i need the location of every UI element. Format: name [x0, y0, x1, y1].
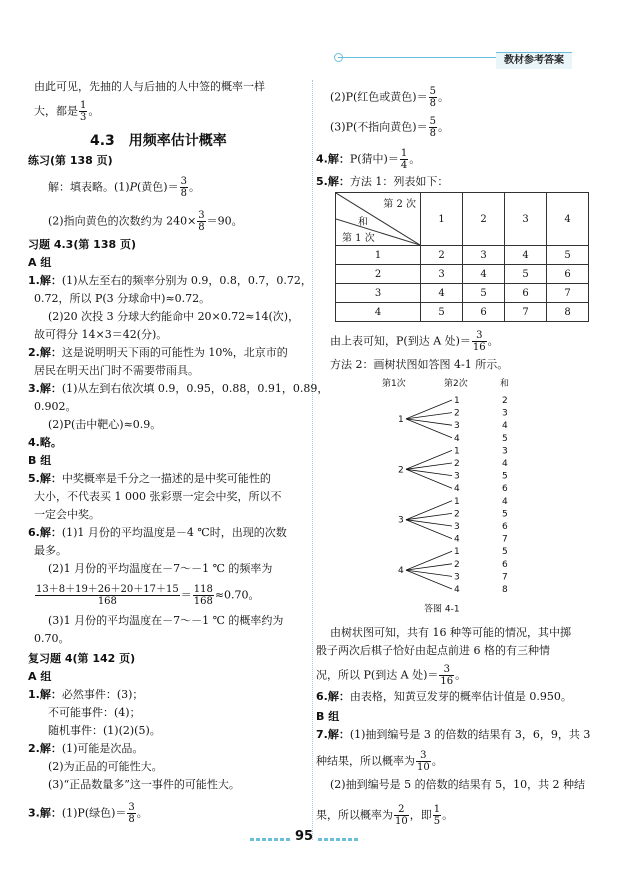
tree-node-second: 3	[454, 471, 460, 482]
tree-diagram	[360, 376, 560, 616]
text: ，即	[409, 808, 432, 822]
text: 。	[442, 808, 454, 822]
answer-label: 3.解：	[28, 382, 62, 395]
fraction	[193, 584, 214, 607]
answer-label: 7.解：	[316, 728, 350, 741]
numerator: 3	[128, 802, 135, 813]
text-line	[28, 346, 288, 360]
fraction	[400, 148, 408, 171]
answer-label: 6.解：	[316, 690, 350, 703]
table-cell: 3	[421, 265, 463, 284]
denominator: 4	[400, 160, 408, 171]
text: 。	[455, 668, 467, 682]
table-col-header: 1	[421, 193, 463, 246]
text: 。	[437, 120, 449, 134]
text-line: 由树状图可知，共有 16 种等可能的情况，其中掷	[330, 626, 571, 639]
subsection-heading: 习题 4.3(第 138 页)	[28, 238, 136, 251]
fraction	[35, 584, 180, 607]
numerator: 3	[439, 664, 454, 676]
tree-node-sum: 3	[502, 446, 508, 457]
tree-node-second: 1	[454, 396, 460, 406]
tree-node-second: 4	[454, 534, 460, 545]
tree-node-second: 1	[454, 446, 460, 457]
tree-node-first: 3	[398, 515, 404, 526]
tree-node-second: 1	[454, 496, 460, 507]
tree-node-second: 4	[454, 433, 460, 444]
tree-header-sum: 和	[500, 379, 510, 389]
tree-node-sum: 5	[502, 547, 508, 558]
text: 。	[88, 104, 100, 118]
text: P(猜中)＝	[349, 152, 399, 166]
table-row-header: 3	[336, 284, 421, 303]
table-cell: 6	[547, 265, 589, 284]
tree-node-first: 4	[398, 566, 404, 577]
text-line	[330, 116, 449, 139]
tree-node-second: 2	[454, 509, 460, 520]
table-cell: 3	[463, 246, 505, 265]
text-line	[316, 148, 420, 171]
denominator: 168	[193, 596, 213, 607]
text-line	[316, 728, 590, 742]
text-line: 0.70。	[34, 632, 70, 645]
numerator: 3	[180, 176, 187, 187]
text: (1)从左至右的频率分别为 0.9，0.8，0.7，0.72，	[61, 274, 312, 287]
tree-node-second: 3	[454, 522, 460, 532]
answer-label: 1.解：	[28, 274, 62, 287]
tree-node-sum: 5	[502, 509, 508, 520]
table-row	[336, 265, 589, 284]
text: 解：填表略。(1)	[48, 180, 130, 194]
answer-label: 3.解：	[28, 806, 62, 820]
fraction	[433, 804, 441, 827]
denominator: 8	[180, 188, 187, 199]
text-line: 骰子两次后棋子恰好由起点前进 6 格的有三种情	[316, 644, 550, 657]
text-line	[28, 274, 312, 288]
tree-header-first: 第1次	[382, 379, 406, 389]
table-cell: 8	[547, 303, 589, 322]
answer-label: 2.解：	[28, 742, 62, 755]
table-col-header: 3	[505, 193, 547, 246]
numerator: 2	[394, 804, 409, 816]
table-row-header: 4	[336, 303, 421, 322]
tree-node-sum: 7	[502, 534, 508, 545]
table-row-header: 1	[336, 246, 421, 265]
numerator: 3	[198, 210, 205, 221]
tree-node-second: 3	[454, 572, 460, 583]
text: ≈0.70。	[214, 588, 260, 602]
text-line: 大小，不代表买 1 000 张彩票一定会中奖，所以不	[34, 490, 282, 503]
answer-label: 5.解：	[28, 472, 62, 485]
tree-node-sum: 4	[502, 496, 508, 507]
text: ＝	[180, 588, 192, 602]
text: 种结果，所以概率为	[316, 754, 415, 768]
table-cell: 4	[421, 284, 463, 303]
fraction	[429, 116, 437, 139]
corner-label-bot: 第 1 次	[342, 233, 375, 244]
numerator: 5	[429, 116, 436, 127]
tree-node-sum: 4	[502, 421, 508, 432]
text: (2)P(红色或黄色)＝	[330, 90, 428, 104]
tree-node-sum: 6	[502, 559, 508, 570]
tree-node-sum: 5	[502, 471, 508, 482]
fraction	[127, 802, 135, 825]
text: 这是说明明天下雨的可能性为 10%，北京市的	[61, 346, 288, 359]
numerator: 1	[80, 100, 87, 111]
text: (1)1 月份的平均温度是－4 ℃时，出现的次数	[61, 526, 287, 539]
text-line	[34, 584, 260, 607]
table-cell: 7	[547, 284, 589, 303]
table-row	[336, 303, 589, 322]
fraction	[439, 664, 454, 687]
tree-node-second: 1	[454, 547, 460, 558]
text: (2)指向黄色的次数约为 240×	[48, 214, 197, 228]
tree-node-second: 2	[454, 408, 460, 419]
tree-caption: 答图 4-1	[424, 604, 460, 615]
text-line	[28, 382, 328, 396]
answer-label: 6.解：	[28, 526, 62, 539]
tree-node-sum: 3	[502, 408, 508, 419]
column-divider	[312, 80, 314, 840]
text-line: 居民在明天出门时不需要带雨具。	[34, 364, 199, 377]
tree-node-first: 2	[398, 465, 404, 476]
numerator: 3	[472, 330, 487, 342]
footer-dash-right	[318, 838, 358, 841]
text: 果，所以概率为	[316, 808, 393, 822]
text: 。	[409, 152, 421, 166]
denominator: 8	[429, 128, 436, 139]
text-line: 0.902。	[34, 400, 77, 413]
text: 况，所以 P(到达 A 处)＝	[316, 668, 439, 682]
answer-label: 1.解：	[28, 688, 62, 701]
numerator: 1	[433, 804, 441, 815]
table-cell: 5	[463, 284, 505, 303]
text-line: 0.72，所以 P(3 分球命中)≈0.72。	[34, 292, 211, 305]
denominator: 10	[417, 762, 430, 773]
denominator: 3	[80, 112, 87, 123]
tree-node-first: 1	[398, 414, 404, 425]
text: 由上表可知，P(到达 A 处)＝	[330, 334, 471, 348]
tree-node-sum: 4	[502, 459, 508, 469]
table-cell: 7	[505, 303, 547, 322]
text: (黄色)＝	[137, 180, 179, 194]
page-number: 95	[295, 829, 314, 844]
text: 中奖概率是千分之一描述的是中奖可能性的	[61, 472, 271, 485]
tree-node-sum: 6	[502, 484, 508, 495]
corner-label-mid: 和	[358, 217, 368, 228]
tree-node-sum: 7	[502, 572, 508, 583]
text: 。	[437, 90, 449, 104]
text-line: 4.略。	[28, 436, 62, 449]
text: (1)从左到右依次填 0.9，0.95，0.88，0.91，0.89，	[61, 382, 329, 395]
text-line	[34, 100, 99, 123]
text: 。	[431, 754, 443, 768]
text-line	[28, 526, 287, 540]
table-cell: 4	[505, 246, 547, 265]
text-line: 不可能事件：(4)；	[48, 706, 141, 719]
text-line: 方法 2：画树状图如答图 4-1 所示。	[330, 358, 509, 371]
numerator: 3	[416, 750, 431, 762]
text-line: 故可得分 14×3＝42(分)。	[34, 328, 168, 341]
footer-dash-left	[250, 838, 290, 841]
text: ＝90。	[206, 214, 243, 228]
text-line	[28, 688, 143, 702]
text: (3)P(不指向黄色)＝	[330, 120, 428, 134]
table-col-header: 2	[463, 193, 505, 246]
header-rule	[338, 57, 496, 58]
denominator: 168	[97, 596, 117, 607]
subsection-heading: 练习(第 138 页)	[28, 154, 113, 167]
fraction	[79, 100, 87, 123]
text-line	[316, 690, 572, 704]
denominator: 5	[433, 816, 441, 827]
denominator: 10	[395, 816, 408, 827]
tree-node-second: 3	[454, 421, 460, 432]
table-cell: 6	[463, 303, 505, 322]
text-line	[316, 804, 453, 827]
text-line	[28, 802, 148, 825]
text-line	[316, 750, 443, 773]
table-col-header: 4	[547, 193, 589, 246]
table-cell: 5	[547, 246, 589, 265]
table-row-header: 2	[336, 265, 421, 284]
numerator: 13＋8＋19＋26＋20＋17＋15	[36, 584, 179, 595]
table-cell: 4	[463, 265, 505, 284]
table-cell: 2	[421, 246, 463, 265]
denominator: 8	[128, 814, 135, 825]
fraction	[472, 330, 487, 353]
text-line	[48, 210, 243, 233]
numerator: 5	[429, 86, 436, 97]
fraction	[180, 176, 188, 199]
fraction	[416, 750, 431, 773]
text-line: (2)抽到编号是 5 的倍数的结果有 5，10，共 2 种结	[330, 778, 586, 791]
text-line	[316, 664, 466, 687]
text: 。	[188, 180, 200, 194]
numerator: 118	[193, 584, 213, 595]
header-section-tag: 教材参考答案	[496, 52, 572, 69]
tree-node-second: 2	[454, 459, 460, 469]
table-row	[336, 246, 589, 265]
text-line: 一定会中奖。	[34, 508, 100, 521]
group-label: A 组	[28, 670, 52, 683]
tree-node-sum: 5	[502, 433, 508, 444]
subsection-heading: 复习题 4(第 142 页)	[28, 652, 136, 665]
answer-label: 5.解：	[316, 175, 350, 188]
text-line	[48, 176, 200, 199]
text-line: (3)“正品数量多”这一事件的可能性大。	[48, 778, 240, 791]
text-line: (2)1 月份的平均温度在－7～－1 ℃ 的频率为	[48, 562, 273, 575]
text: (1)可能是次品。	[61, 742, 144, 755]
text: 。	[487, 334, 499, 348]
group-label: B 组	[316, 710, 340, 723]
numerator: 1	[400, 148, 408, 159]
text-line: (2)20 次投 3 分球大约能命中 20×0.72≈14(次)，	[48, 310, 300, 323]
group-label: A 组	[28, 256, 52, 269]
denominator: 16	[472, 342, 486, 353]
answer-label: 4.解：	[316, 152, 350, 166]
corner-label-top: 第 2 次	[383, 199, 416, 210]
table-row	[336, 284, 589, 303]
tree-node-second: 4	[454, 484, 460, 495]
text: 方法 1：列表如下：	[349, 175, 449, 188]
sum-table	[335, 192, 589, 322]
text-line	[316, 175, 448, 189]
text-line	[28, 742, 143, 756]
text-line: 随机事件：(1)(2)(5)。	[48, 724, 161, 737]
text: 必然事件：(3)；	[61, 688, 144, 701]
denominator: 8	[429, 98, 436, 109]
fraction	[197, 210, 205, 233]
fraction	[394, 804, 409, 827]
text-line	[28, 472, 271, 486]
text: P	[129, 180, 137, 194]
tree-node-sum: 8	[502, 585, 508, 595]
text-line	[330, 330, 499, 353]
tree-node-second: 2	[454, 559, 460, 570]
text-line: 最多。	[34, 544, 67, 557]
text: (1)P(绿色)＝	[61, 806, 127, 820]
text: 大，都是	[34, 104, 78, 118]
denominator: 8	[198, 222, 205, 233]
fraction	[429, 86, 437, 109]
section-title: 4.3 用频率估计概率	[90, 133, 227, 149]
page-header	[0, 52, 624, 64]
table-cell: 5	[421, 303, 463, 322]
table-cell: 6	[505, 284, 547, 303]
text-line: (3)1 月份的平均温度在－7～－1 ℃ 的概率约为	[48, 614, 284, 627]
denominator: 16	[440, 676, 454, 687]
text-line: 由此可见，先抽的人与后抽的人中签的概率一样	[34, 80, 265, 93]
group-label: B 组	[28, 454, 52, 467]
text-line: (2)为正品的可能性大。	[48, 760, 163, 773]
tree-header-second: 第2次	[444, 379, 468, 389]
text-line: (2)P(击中靶心)≈0.9。	[48, 418, 162, 431]
table-cell: 5	[505, 265, 547, 284]
tree-node-sum: 6	[502, 522, 508, 532]
text-line	[330, 86, 449, 109]
text: 。	[136, 806, 148, 820]
tree-node-sum: 2	[502, 396, 508, 406]
tree-node-second: 4	[454, 585, 460, 595]
table-corner-cell	[336, 193, 421, 246]
page-footer	[0, 829, 624, 849]
text: (1)抽到编号是 3 的倍数的结果有 3，6，9，共 3	[349, 728, 591, 741]
answer-label: 2.解：	[28, 346, 62, 359]
text: 由表格，知黄豆发芽的概率估计值是 0.950。	[349, 690, 572, 703]
